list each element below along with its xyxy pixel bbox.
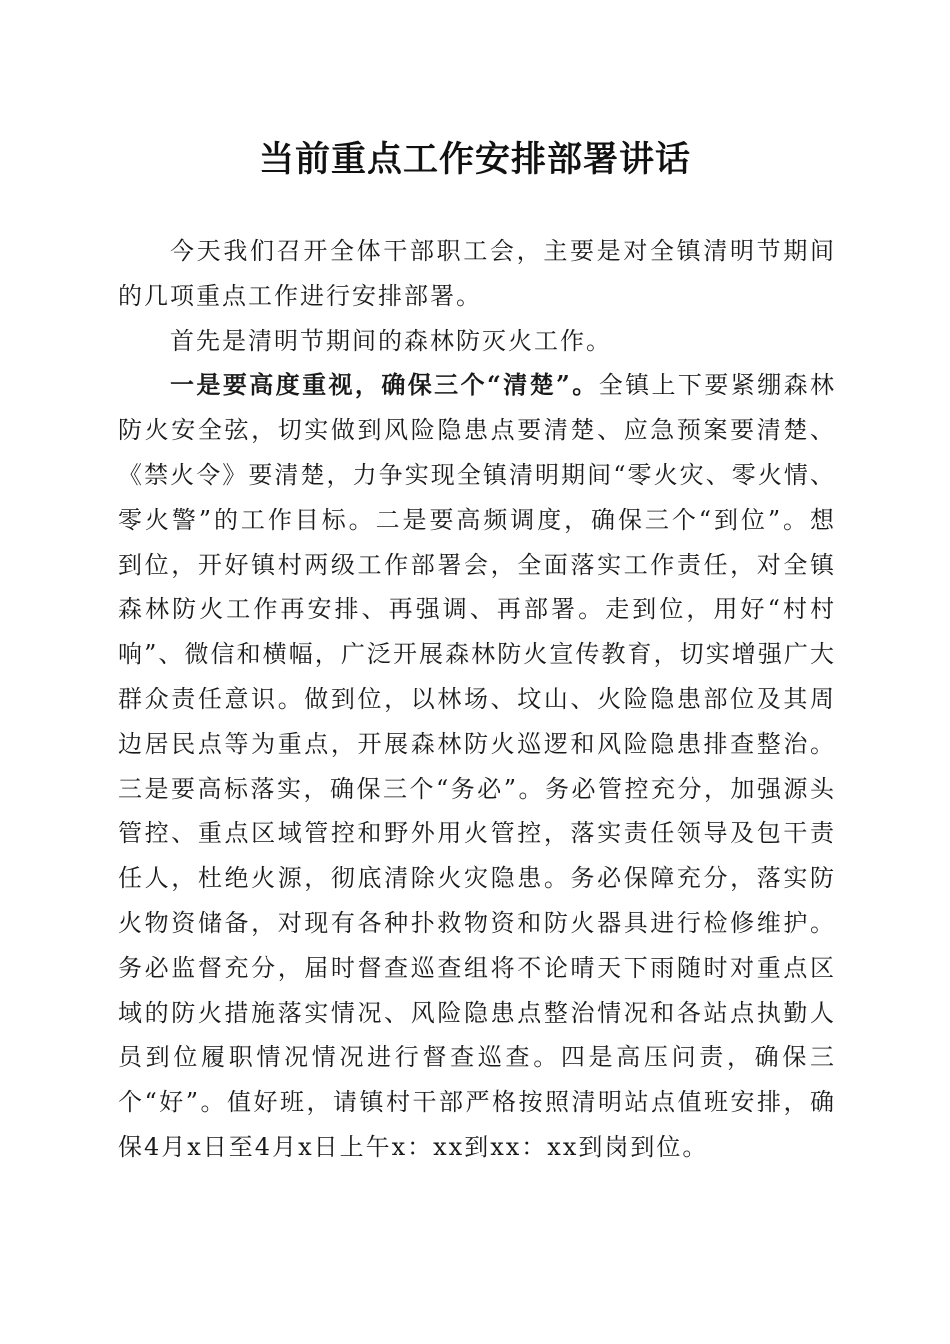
paragraph-intro-text: 今天我们召开全体干部职工会，主要是对全镇清明节期间的几项重点工作进行安排部署。 <box>118 237 836 310</box>
paragraph-measures-lead: 一是要高度重视，确保三个“清楚”。 <box>170 370 599 400</box>
document-title: 当前重点工作安排部署讲话 <box>258 139 691 180</box>
paragraph-forest-fire-heading-text: 首先是清明节期间的森林防灭火工作。 <box>170 326 612 355</box>
paragraph-forest-fire-heading <box>118 319 836 364</box>
paragraph-intro <box>118 229 836 319</box>
document-body <box>118 229 836 1170</box>
paragraph-measures <box>118 363 836 1169</box>
paragraph-measures-text: 全镇上下要紧绷森林防火安全弦，切实做到风险隐患点要清楚、应急预案要清楚、《禁火令》要清楚，力争实现全镇清明期间“零火灾、零火情、零火警”的工作目标。二是要高频调度，确保三个“到位”。想到位，开好镇村两级工作部署会，全面落实工作责任，对全镇森林防火工作再安排、再强调、再部署。走到位，用好“村村响”、微信和横幅，广泛开展森林防火宣传教育，切实增强广大群众责任意识。做到位，以林场、坟山、火险隐患部位及其周边居民点等为重点，开展森林防火巡逻和风险隐患排查整治。三是要高标落实，确保三个“务必”。务必管控充分，加强源头管控、重点区域管控和野外用火管控，落实责任领导及包干责任人，杜绝火源，彻底清除火灾隐患。务必保障充分，落实防火物资储备，对现有各种扑救物资和防火器具进行检修维护。务必监督充分，届时督查巡查组将不论晴天下雨随时对重点区域的防火措施落实情况、风险隐患点整治情况和各站点执勤人员到位履职情况情况进行督查巡查。四是高压问责，确保三个“好”。值好班，请镇村干部严格按照清明站点值班安排，确保4月x日至4月x日上午x：xx到xx：xx到岗到位。 <box>118 371 837 1161</box>
